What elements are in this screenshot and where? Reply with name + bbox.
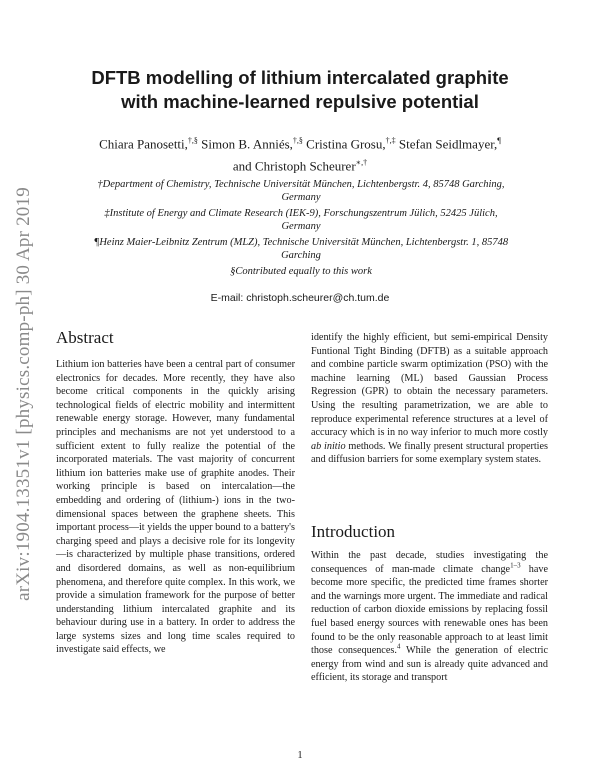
title-line-2: with machine-learned repulsive potential xyxy=(121,91,479,112)
arxiv-stamp xyxy=(6,168,42,620)
author-line-1 xyxy=(60,131,540,153)
abstract-text-right xyxy=(311,331,548,467)
author-list xyxy=(60,131,540,176)
abstract-text-left: Lithium ion batteries have been a central part of consumer electronics for decades. More recently, they have also become critical components in the quickly arising technological fields of electric mobility and intermittent renewable energy storage. However, many fundamental principles and mechanisms are not yet understood to a sufficient extent to fully realize the potential of the incorporated materials. The vast majority of concurrent lithium ion batteries make use of graphite anodes. Their working principle is based on intercalation—the embedding and ordering of (lithium-) ions in the two-dimensional spaces between the graphene sheets. This important process—it yields the upper bound to a battery's charging speed and plays a decisive role for its longevity—is characterized by multiple phase transitions, ordered and disordered domains, as well as non-equilibrium phenomena, and therefore quite complex. In this work, we provide a simulation framework for the purpose of better understanding lithium intercalated graphite and its behaviour during use in a battery. In order to address the large systems sizes and long time scales required to investigate said effects, we xyxy=(56,359,295,656)
author-marker: †,§ xyxy=(292,136,303,145)
introduction-heading: Introduction xyxy=(311,522,396,541)
intro-ref-1[interactable]: 1–3 xyxy=(510,561,521,570)
intro-pre: Within the past decade, studies investigating the consequences of man-made climate change xyxy=(311,550,548,575)
email-label: E-mail: xyxy=(210,292,244,304)
title-line-1: DFTB modelling of lithium intercalated graphite xyxy=(91,67,509,88)
author-marker: †,‡ xyxy=(385,136,396,145)
author-name: Stefan Seidlmayer, xyxy=(398,136,498,152)
abstract-right-em: ab initio xyxy=(311,440,346,452)
abstract-right-pre: identify the highly efficient, but semi-empirical Density Funtional Tight Binding (DFTB) as a suitable approach and combine particle swarm optimization (PSO) with the machine learning (ML) based Gaussian Process Regression (GPR) to obtain the necessary parameters. Using the resulting parametrization, we are able to reproduce experimental reference structures at a level of accuracy which is in no way inferior to much more costly xyxy=(311,332,548,439)
affiliation-tum-chemistry: †Department of Chemistry, Technische Universität München, Lichtenbergstr. 4, 85748 Garching, Germany xyxy=(97,179,505,203)
intro-post: While the generation of electric energy from wind and sun is already quite advanced and efficient, its storage and transport xyxy=(311,645,548,684)
intro-ref-2[interactable]: 4 xyxy=(396,642,401,651)
author-marker: ∗,† xyxy=(355,158,368,168)
affiliation-equal-contribution: §Contributed equally to this work xyxy=(230,266,372,277)
introduction-text xyxy=(311,549,548,685)
author-name: Simon B. Anniés, xyxy=(201,136,293,152)
author-name: Christoph Scheurer xyxy=(254,158,356,174)
affiliation-mlz: ¶Heinz Maier-Leibnitz Zentrum (MLZ), Technische Universität München, Lichtenbergstr. 1, 85748 Garching xyxy=(93,237,509,261)
author-line-2 xyxy=(60,153,540,175)
page-number: 1 xyxy=(297,750,303,761)
email-address[interactable]: christoph.scheurer@ch.tum.de xyxy=(246,292,390,304)
paper-title xyxy=(60,66,540,114)
abstract-heading: Abstract xyxy=(56,328,114,347)
author-marker: ¶ xyxy=(497,136,501,145)
corresponding-email xyxy=(60,292,540,304)
intro-mid: have become more specific, the predicted time frames shorter and the warnings more urgent. The immediate and radical reduction of carbon dioxide emissions by replacing fossil fuel based energy sources with renewable ones has been found to be the only reasonable approach to at least limit those consequences. xyxy=(311,563,548,657)
affiliation-iek9: ‡Institute of Energy and Climate Research (IEK-9), Forschungszentrum Jülich, 52425 Jülich, Germany xyxy=(104,208,498,232)
authors-and: and xyxy=(232,158,252,174)
author-name: Chiara Panosetti, xyxy=(99,136,188,152)
abstract-right-post: methods. We finally present structural properties and diffusion barriers for some exemplary system states. xyxy=(311,440,548,466)
author-name: Cristina Grosu, xyxy=(306,136,386,152)
author-marker: †,§ xyxy=(187,136,198,145)
arxiv-stamp-text: arXiv:1904.13351v1 [physics.comp-ph] 30 Apr 2019 xyxy=(13,187,34,601)
